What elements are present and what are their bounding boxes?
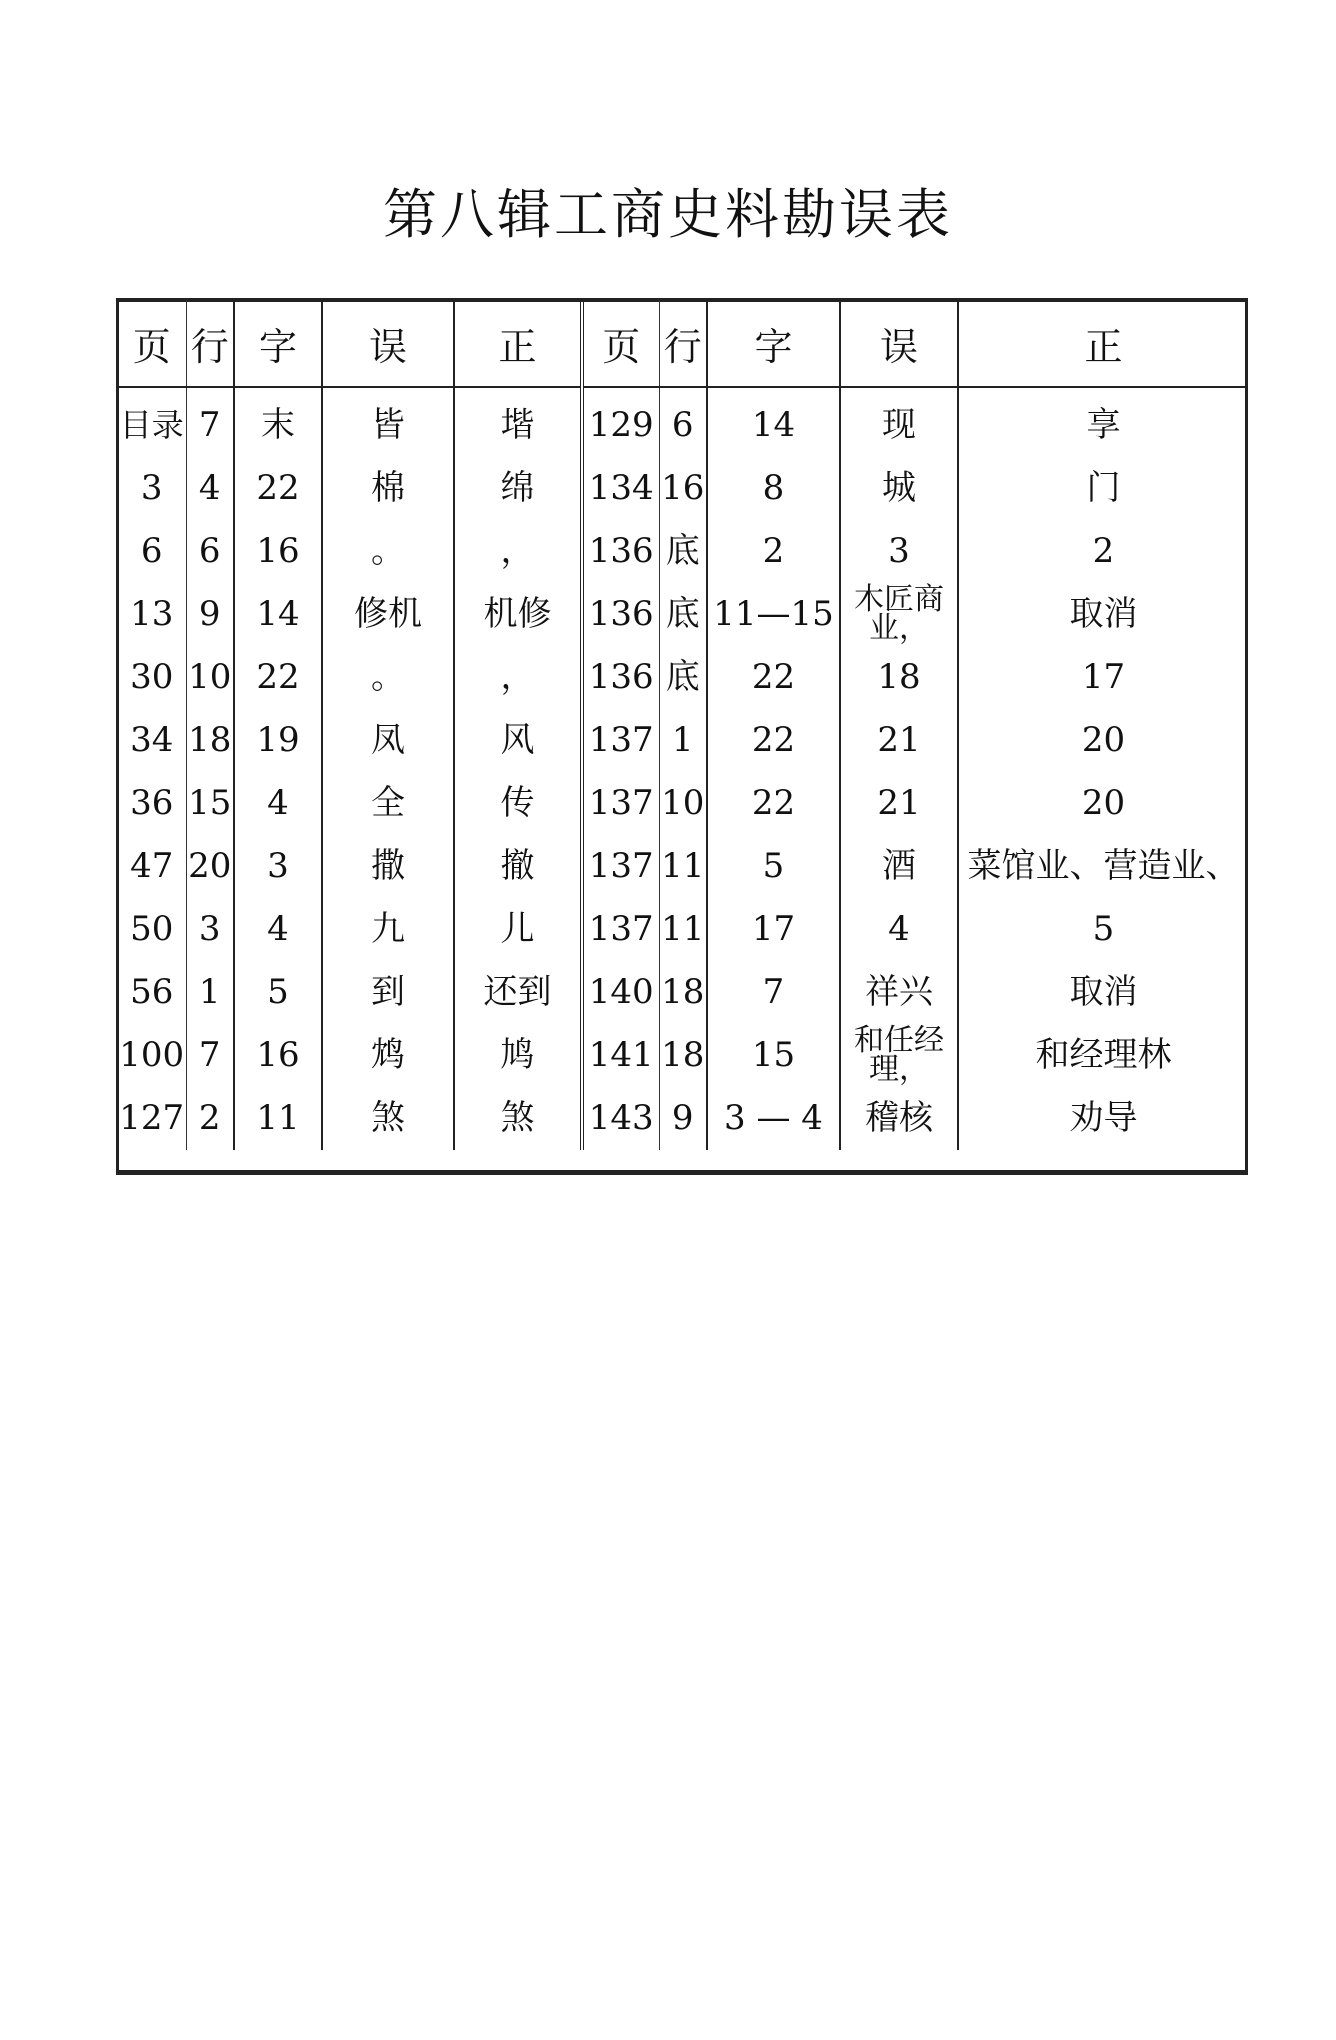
cell-page-2: 136 xyxy=(582,646,659,709)
cell-line-2: 底 xyxy=(659,583,707,646)
cell-correct-2: 2 xyxy=(958,520,1248,583)
cell-page: 50 xyxy=(130,908,174,949)
cell-char-2: 2 xyxy=(707,520,840,583)
cell-wrong-2: 18 xyxy=(840,646,958,709)
cell-correct-2: 20 xyxy=(958,709,1248,772)
cell-char-2: 22 xyxy=(707,646,840,709)
cell-page: 30 xyxy=(130,656,174,697)
cell-line-2: 底 xyxy=(659,646,707,709)
cell-wrong: 修机 xyxy=(322,583,454,646)
cell-correct-2: 门 xyxy=(958,457,1248,520)
cell-line: 1 xyxy=(186,961,234,1024)
cell-correct: 传 xyxy=(454,772,582,835)
cell-correct: ， xyxy=(454,646,582,709)
cell-char-2: 22 xyxy=(707,772,840,835)
cell-line-2: 18 xyxy=(659,961,707,1024)
column-header-char: 字 xyxy=(234,300,322,387)
cell-page: 34 xyxy=(130,719,174,760)
cell-page: 56 xyxy=(130,971,174,1012)
cell-wrong-2: 4 xyxy=(840,898,958,961)
cell-page-2: 140 xyxy=(582,961,659,1024)
cell-correct-2: 20 xyxy=(958,772,1248,835)
table-row xyxy=(118,1024,1248,1087)
cell-correct: 儿 xyxy=(454,898,582,961)
table-body xyxy=(118,387,1248,1150)
cell-page-2: 137 xyxy=(582,898,659,961)
cell-wrong-2: 酒 xyxy=(840,835,958,898)
cell-char: 4 xyxy=(234,898,322,961)
cell-correct: 机修 xyxy=(454,583,582,646)
cell-correct: 鸠 xyxy=(454,1024,582,1087)
cell-char: 16 xyxy=(234,520,322,583)
table-row xyxy=(118,772,1248,835)
column-header-wrong: 误 xyxy=(322,300,454,387)
table-row xyxy=(118,709,1248,772)
table-row xyxy=(118,387,1248,457)
cell-wrong: 撒 xyxy=(322,835,454,898)
cell-char-2: 22 xyxy=(707,709,840,772)
cell-line: 9 xyxy=(186,583,234,646)
column-header-page-2: 页 xyxy=(582,300,659,387)
cell-page: 13 xyxy=(130,593,174,634)
table-header-row xyxy=(118,300,1248,387)
cell-char-2: 3 — 4 xyxy=(707,1087,840,1150)
column-header-wrong-2: 误 xyxy=(840,300,958,387)
cell-page: 3 xyxy=(140,467,163,508)
table-row xyxy=(118,1087,1248,1150)
cell-wrong: 皆 xyxy=(322,387,454,457)
cell-wrong-2: 稽核 xyxy=(840,1087,958,1150)
cell-wrong: 。 xyxy=(322,520,454,583)
cell-page-2: 143 xyxy=(582,1087,659,1150)
table-row xyxy=(118,961,1248,1024)
cell-page-2: 137 xyxy=(582,709,659,772)
cell-wrong: 棉 xyxy=(322,457,454,520)
cell-page: 47 xyxy=(130,845,174,886)
column-header-page: 页 xyxy=(118,300,186,387)
cell-wrong-2: 21 xyxy=(840,772,958,835)
column-header-line-2: 行 xyxy=(659,300,707,387)
cell-line-2: 18 xyxy=(659,1024,707,1087)
cell-line-2: 11 xyxy=(659,835,707,898)
cell-char-2: 15 xyxy=(707,1024,840,1087)
cell-correct: ， xyxy=(454,520,582,583)
cell-page-2: 129 xyxy=(582,387,659,457)
cell-line: 18 xyxy=(186,709,234,772)
table-row xyxy=(118,583,1248,646)
cell-correct-2: 劝导 xyxy=(958,1087,1248,1150)
cell-char: 5 xyxy=(234,961,322,1024)
cell-wrong: 凤 xyxy=(322,709,454,772)
cell-page: 目录 xyxy=(119,406,184,445)
table-row xyxy=(118,898,1248,961)
table-row xyxy=(118,520,1248,583)
cell-line-2: 11 xyxy=(659,898,707,961)
cell-page-2: 136 xyxy=(582,520,659,583)
cell-char: 3 xyxy=(234,835,322,898)
cell-wrong-2: 21 xyxy=(840,709,958,772)
page-title: 第八辑工商史料勘误表 xyxy=(383,183,953,246)
cell-char-2: 5 xyxy=(707,835,840,898)
cell-page-2: 141 xyxy=(582,1024,659,1087)
cell-char-2: 8 xyxy=(707,457,840,520)
cell-char-2: 14 xyxy=(707,387,840,457)
cell-wrong: 煞 xyxy=(322,1087,454,1150)
cell-char-2: 17 xyxy=(707,898,840,961)
cell-line-2: 10 xyxy=(659,772,707,835)
table-row xyxy=(118,457,1248,520)
cell-char: 16 xyxy=(234,1024,322,1087)
cell-correct: 撤 xyxy=(454,835,582,898)
cell-char: 14 xyxy=(234,583,322,646)
cell-line-2: 底 xyxy=(659,520,707,583)
cell-correct-2: 5 xyxy=(958,898,1248,961)
cell-char: 11 xyxy=(234,1087,322,1150)
cell-wrong: 。 xyxy=(322,646,454,709)
cell-line-2: 1 xyxy=(659,709,707,772)
cell-line: 2 xyxy=(186,1087,234,1150)
cell-wrong-2: 现 xyxy=(840,387,958,457)
cell-wrong-2: 祥兴 xyxy=(840,961,958,1024)
cell-wrong: 到 xyxy=(322,961,454,1024)
cell-correct: 绵 xyxy=(454,457,582,520)
cell-correct: 还到 xyxy=(454,961,582,1024)
cell-line-2: 9 xyxy=(659,1087,707,1150)
cell-correct-2: 取消 xyxy=(958,961,1248,1024)
cell-line: 7 xyxy=(186,1024,234,1087)
cell-page-2: 134 xyxy=(582,457,659,520)
cell-page-2: 137 xyxy=(582,772,659,835)
cell-wrong-2: 3 xyxy=(840,520,958,583)
table-row xyxy=(118,646,1248,709)
cell-wrong-2: 和任经理， xyxy=(840,1024,958,1087)
cell-page-2: 136 xyxy=(582,583,659,646)
cell-char: 4 xyxy=(234,772,322,835)
column-header-char-2: 字 xyxy=(707,300,840,387)
cell-correct-2: 享 xyxy=(958,387,1248,457)
cell-line: 20 xyxy=(186,835,234,898)
cell-page: 6 xyxy=(140,530,163,571)
cell-line: 7 xyxy=(186,387,234,457)
cell-correct: 风 xyxy=(454,709,582,772)
cell-correct-2: 和经理林 xyxy=(958,1024,1248,1087)
cell-page: 36 xyxy=(130,782,174,823)
cell-line-2: 6 xyxy=(659,387,707,457)
cell-line: 6 xyxy=(186,520,234,583)
column-header-correct-2: 正 xyxy=(958,300,1248,387)
cell-wrong-2: 木匠商业， xyxy=(840,583,958,646)
cell-correct-2: 取消 xyxy=(958,583,1248,646)
table-row xyxy=(118,835,1248,898)
table-bottom-rule xyxy=(120,1170,1244,1173)
cell-page: 127 xyxy=(119,1097,185,1138)
cell-char: 22 xyxy=(234,646,322,709)
errata-table xyxy=(118,300,1248,1150)
cell-char: 22 xyxy=(234,457,322,520)
cell-correct: 堦 xyxy=(454,387,582,457)
cell-correct-2: 菜馆业、营造业、 xyxy=(958,835,1248,898)
cell-wrong: 九 xyxy=(322,898,454,961)
cell-wrong: 全 xyxy=(322,772,454,835)
column-header-line: 行 xyxy=(186,300,234,387)
cell-line: 15 xyxy=(186,772,234,835)
column-header-correct: 正 xyxy=(454,300,582,387)
cell-line-2: 16 xyxy=(659,457,707,520)
cell-char: 末 xyxy=(234,387,322,457)
cell-correct: 煞 xyxy=(454,1087,582,1150)
cell-wrong-2: 城 xyxy=(840,457,958,520)
cell-wrong: 鸩 xyxy=(322,1024,454,1087)
cell-line: 3 xyxy=(186,898,234,961)
cell-page: 100 xyxy=(119,1034,185,1075)
cell-char-2: 11—15 xyxy=(707,583,840,646)
cell-correct-2: 17 xyxy=(958,646,1248,709)
cell-line: 4 xyxy=(186,457,234,520)
cell-page-2: 137 xyxy=(582,835,659,898)
cell-char-2: 7 xyxy=(707,961,840,1024)
cell-line: 10 xyxy=(186,646,234,709)
cell-char: 19 xyxy=(234,709,322,772)
